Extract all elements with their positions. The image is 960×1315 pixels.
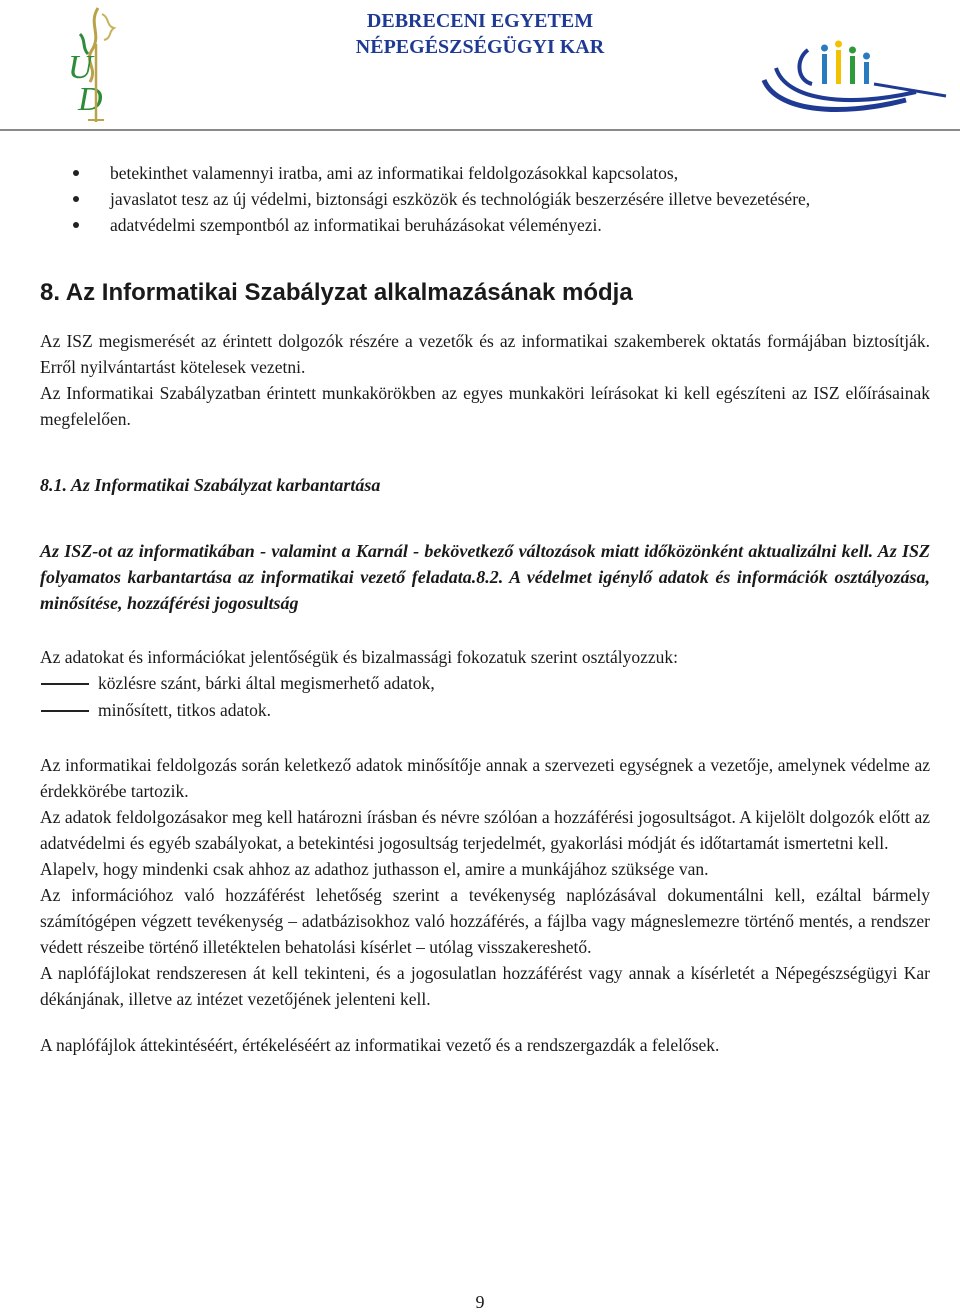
bullet-list (40, 160, 930, 238)
bullet-icon (73, 170, 79, 176)
section-8-heading: 8. Az Informatikai Szabályzat alkalmazásának módja (40, 279, 633, 306)
svg-text:U: U (68, 49, 93, 86)
page-header (0, 0, 960, 132)
section-8-paragraph-1: Az ISZ megismerését az érintett dolgozók részére a vezetők és az informatikai szakemberek oktatás formájában biztosítják. Erről nyilvántartást kötelesek vezetni. (40, 331, 930, 377)
list-item: adatvédelmi szempontból az informatikai beruházásokat véleményezi. (40, 212, 930, 238)
svg-text:D: D (78, 81, 103, 118)
document-body (40, 160, 930, 1058)
faculty-figures-logo (756, 40, 952, 120)
dash-icon (41, 710, 89, 712)
section-8-1-heading: 8.1. Az Informatikai Szabályzat karbantartása (40, 475, 381, 495)
bullet-icon (73, 222, 79, 228)
header-divider (0, 129, 960, 131)
page-number: 9 (475, 1292, 485, 1312)
institution-line-2: NÉPEGÉSZSÉGÜGYI KAR (355, 36, 605, 58)
list-item: közlésre szánt, bárki által megismerhető adatok, (40, 670, 930, 697)
bullet-icon (73, 196, 79, 202)
institution-name (270, 8, 690, 60)
list-item: betekinthet valamennyi iratba, ami az informatikai feldolgozásokkal kapcsolatos, (40, 160, 930, 186)
classification-intro: Az adatokat és információkat jelentőségük és bizalmassági fokozatuk szerint osztályozzuk: (40, 647, 679, 667)
paragraph-data-owner: Az informatikai feldolgozás során keletkező adatok minősítője annak a szervezeti egységnek a vezetője, amelynek védelme az érdekkörébe tartozik. (40, 755, 930, 801)
list-item: javaslatot tesz az új védelmi, biztonsági eszközök és technológiák beszerzésére illetve bevezetésére, (40, 186, 930, 212)
paragraph-responsibility: A naplófájlok áttekintéséért, értékeléséért az informatikai vezető és a rendszergazdák a felelősek. (40, 1035, 720, 1055)
section-8-1-body: Az ISZ-ot az informatikában - valamint a Karnál - bekövetkező változások miatt időközönként aktualizálni kell. Az ISZ folyamatos karbantartása az informatikai vezető feladata.8.2. A védelmet igénylő adatok és információk osztályozása, minősítése, hozzáférési jogosultság (40, 541, 930, 613)
paragraph-principle: Alapelv, hogy mindenki csak ahhoz az adathoz juthasson el, amire a munkájához szüksége van. (40, 859, 709, 879)
paragraph-logging: Az információhoz való hozzáférést lehetőség szerint a tevékenység naplózásával dokumentálni kell, ezáltal bármely számítógépen végzett tevékenység – adatbázisokhoz való hozzáférés, a fájlba vagy mágneslemezre történő mentés, a rendszer védett részeibe történő illetéktelen behatolási kísérlet – utólag visszakereshető. (40, 885, 930, 957)
university-crest-logo (58, 4, 130, 126)
dash-icon (41, 683, 89, 685)
paragraph-log-review: A naplófájlokat rendszeresen át kell tekinteni, és a jogosulatlan hozzáférést vagy annak a kísérletét a Népegészségügyi Kar dékánjának, illetve az intézet vezetőjének jelenteni kell. (40, 963, 930, 1009)
institution-line-1: DEBRECENI EGYETEM (366, 10, 594, 32)
list-item: minősített, titkos adatok. (40, 697, 930, 724)
paragraph-access-rights: Az adatok feldolgozásakor meg kell határozni írásban és névre szólóan a hozzáférési jogosultságot. A kijelölt dolgozók előtt az adatvédelmi és egyéb szabályokat, a betekintési jogosultság terjedelmét, gyakorlási módját és időtartamát ismertetni kell. (40, 807, 930, 853)
section-8-paragraph-2: Az Informatikai Szabályzatban érintett munkakörökben az egyes munkaköri leírásokat ki kell egészíteni az ISZ előírásainak megfelelően. (40, 383, 930, 429)
